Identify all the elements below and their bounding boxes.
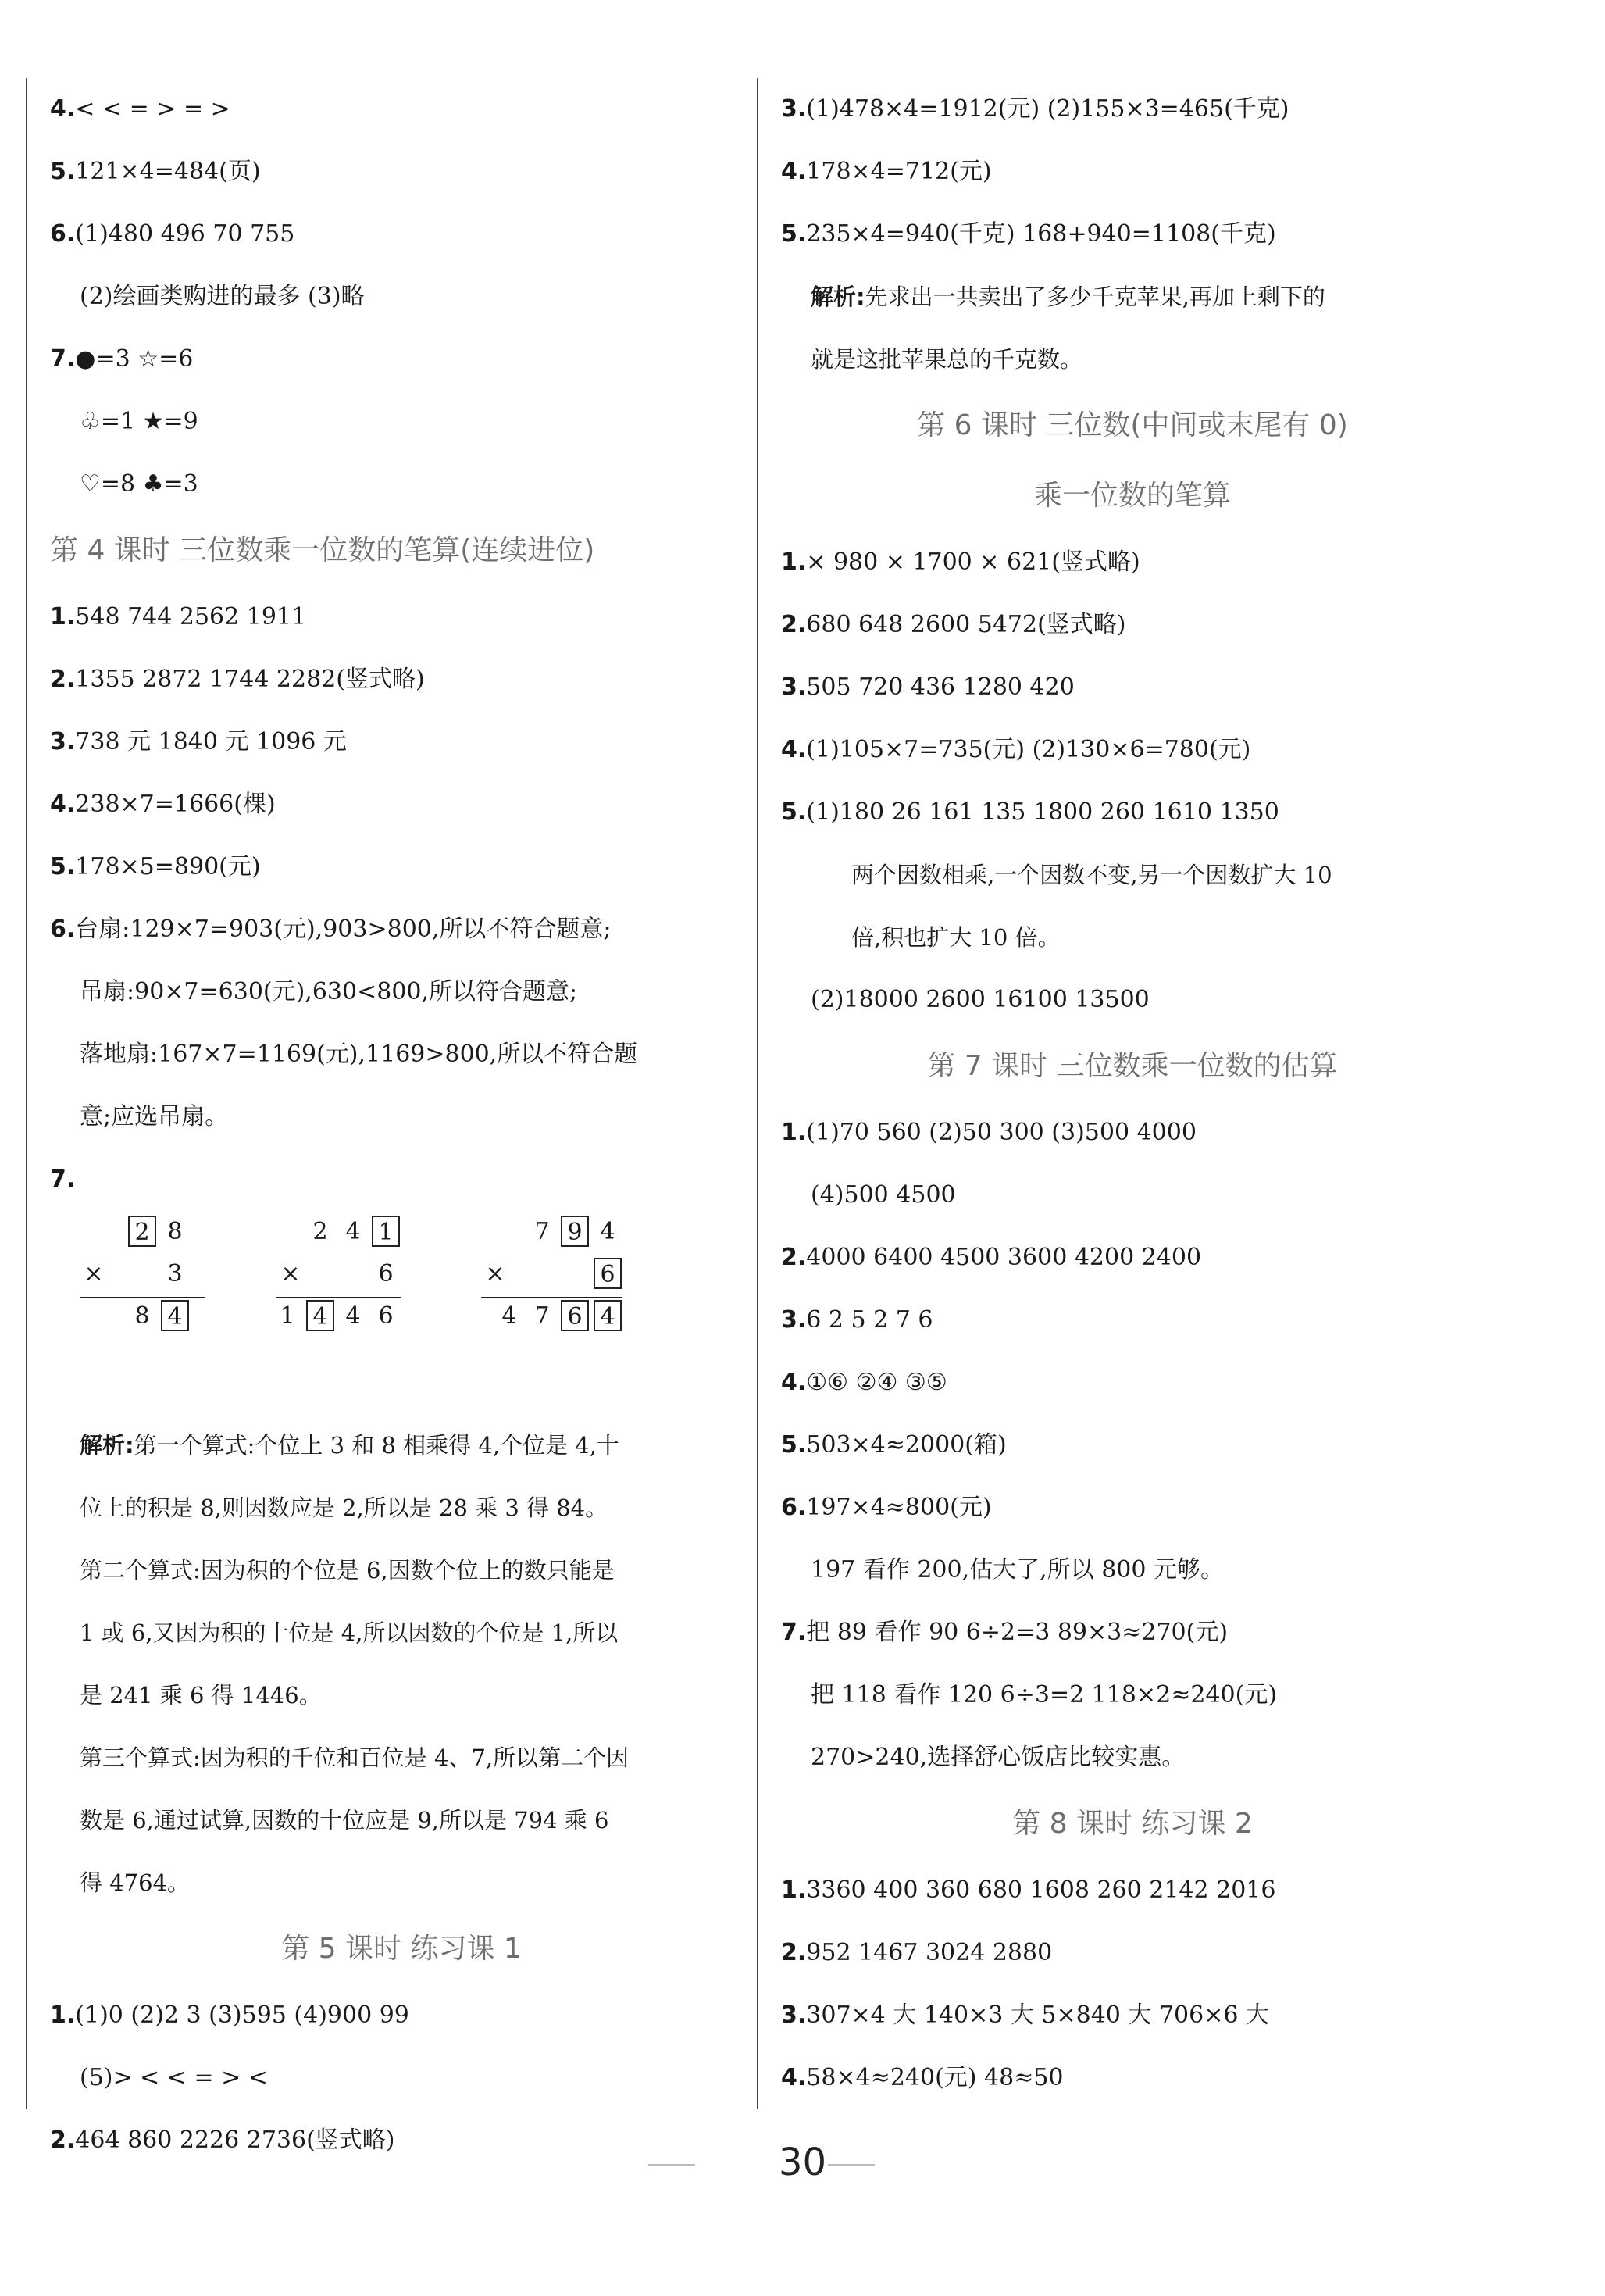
l8-answer-4: 4.58×4≈240(元) 48≈50	[781, 2064, 1064, 2091]
l7-answer-2: 2.4000 6400 4500 3600 4200 2400	[781, 1244, 1202, 1271]
answer-6: 6.(1)480 496 70 755	[50, 220, 295, 248]
l5-answer-1-part5: (5)> < < = > <	[80, 2064, 268, 2091]
calc-3-digit: 4	[600, 1218, 615, 1245]
calc-2-digit: 4	[345, 1302, 361, 1330]
calc-2-digit: 6	[378, 1260, 394, 1287]
lesson-5-heading: 第 5 课时 练习课 1	[281, 1933, 522, 1965]
calc-1-box: 2	[128, 1216, 156, 1247]
calc-2	[276, 1211, 401, 1337]
l7-answer-7: 7.把 89 看作 90 6÷2=3 89×3≈270(元)	[781, 1619, 1229, 1646]
l8-answer-3: 3.307×4 大 140×3 大 5×840 大 706×6 大	[781, 2001, 1269, 2029]
calc-3-multiplicand	[481, 1211, 622, 1253]
page-number-rule-right	[828, 2164, 875, 2166]
calc-3-multiplier	[481, 1253, 622, 1295]
calc-1-product	[80, 1295, 205, 1337]
l5-answer-2: 2.464 860 2226 2736(竖式略)	[50, 2126, 395, 2154]
l7-answer-7-line2: 把 118 看作 120 6÷3=2 118×2≈240(元)	[811, 1681, 1278, 1709]
calc-3-digit: 7	[534, 1302, 550, 1330]
r-answer-5-explanation: 解析:先求出一共卖出了多少千克苹果,再加上剩下的	[811, 284, 1325, 310]
l7-answer-1: 1.(1)70 560 (2)50 300 (3)500 4000	[781, 1119, 1197, 1146]
l8-answer-1: 1.3360 400 360 680 1608 260 2142 2016	[781, 1876, 1276, 1904]
lesson-6-heading-2: 乘一位数的笔算	[1033, 480, 1231, 512]
calc-1-digit: 3	[167, 1260, 183, 1287]
calc-2-box: 4	[306, 1300, 334, 1331]
l6-answer-5-part2: (2)18000 2600 16100 13500	[811, 986, 1150, 1013]
calc-1	[80, 1211, 205, 1337]
calc-1-multiplicand	[80, 1211, 205, 1253]
right-column	[781, 78, 1484, 2109]
l8-answer-2: 2.952 1467 3024 2880	[781, 1939, 1053, 1966]
explanation-line-6: 第三个算式:因为积的千位和百位是 4、7,所以第二个因	[80, 1744, 630, 1771]
lesson-6-heading: 第 6 课时 三位数(中间或末尾有 0)	[917, 409, 1348, 441]
answer-4: 4.< < = > = >	[50, 95, 230, 123]
times-sign: ×	[280, 1260, 301, 1287]
r-answer-3: 3.(1)478×4=1912(元) (2)155×3=465(千克)	[781, 95, 1289, 123]
calc-3	[481, 1211, 622, 1337]
r-answer-4: 4.178×4=712(元)	[781, 158, 992, 185]
answer-7-line2: ♧=1 ★=9	[80, 408, 198, 435]
l4-answer-2: 2.1355 2872 1744 2282(竖式略)	[50, 666, 425, 693]
l7-answer-5: 5.503×4≈2000(箱)	[781, 1431, 1007, 1459]
calc-2-digit: 4	[345, 1218, 361, 1245]
l4-answer-5: 5.178×5=890(元)	[50, 853, 261, 880]
l4-answer-4: 4.238×7=1666(棵)	[50, 791, 276, 818]
explanation-line-4: 1 或 6,又因为积的十位是 4,所以因数的个位是 1,所以	[80, 1619, 619, 1646]
vertical-calculations	[50, 1211, 753, 1414]
l4-answer-6-line2: 吊扇:90×7=630(元),630<800,所以符合题意;	[80, 978, 578, 1005]
l6-answer-5-rule-2: 倍,积也扩大 10 倍。	[851, 924, 1061, 951]
left-margin-rule	[26, 78, 27, 2109]
l7-answer-1-part4: (4)500 4500	[811, 1181, 956, 1209]
answer-5: 5.121×4=484(页)	[50, 158, 261, 185]
calc-3-digit: 7	[534, 1218, 550, 1245]
calc-3-box: 4	[594, 1300, 622, 1331]
l7-answer-6-note: 197 看作 200,估大了,所以 800 元够。	[811, 1556, 1224, 1584]
calc-3-box: 6	[561, 1300, 589, 1331]
answer-6-part2: (2)绘画类购进的最多 (3)略	[80, 283, 365, 310]
calc-2-product	[276, 1295, 401, 1337]
calc-2-box: 1	[372, 1216, 400, 1247]
l4-answer-6-line3: 落地扇:167×7=1169(元),1169>800,所以不符合题	[80, 1041, 638, 1068]
l7-answer-4: 4.①⑥ ②④ ③⑤	[781, 1369, 947, 1396]
calc-2-digit: 1	[280, 1302, 295, 1330]
l4-answer-3: 3.738 元 1840 元 1096 元	[50, 728, 347, 755]
page-number: 30	[778, 2141, 827, 2184]
l6-answer-1: 1.× 980 × 1700 × 621(竖式略)	[781, 548, 1140, 576]
calc-2-digit: 2	[312, 1218, 328, 1245]
l4-answer-1: 1.548 744 2562 1911	[50, 603, 307, 630]
lesson-4-heading: 第 4 课时 三位数乘一位数的笔算(连续进位)	[50, 534, 595, 566]
l4-explanation	[50, 1414, 753, 1914]
calc-1-digit: 8	[167, 1218, 183, 1245]
calc-3-box: 6	[594, 1258, 622, 1289]
r-answer-5-explanation-2: 就是这批苹果总的千克数。	[811, 346, 1083, 373]
l6-answer-5: 5.(1)180 26 161 135 1800 260 1610 1350	[781, 798, 1279, 826]
calc-3-product	[481, 1295, 622, 1337]
lesson-8-heading: 第 8 课时 练习课 2	[1012, 1808, 1253, 1840]
explanation-line-1: 解析:第一个算式:个位上 3 和 8 相乘得 4,个位是 4,十	[80, 1432, 619, 1459]
l7-answer-6: 6.197×4≈800(元)	[781, 1494, 992, 1521]
r-answer-5: 5.235×4=940(千克) 168+940=1108(千克)	[781, 220, 1276, 248]
left-column	[50, 78, 753, 2172]
explanation-line-8: 得 4764。	[80, 1869, 191, 1896]
l6-answer-3: 3.505 720 436 1280 420	[781, 673, 1075, 701]
l7-answer-7-line3: 270>240,选择舒心饭店比较实惠。	[811, 1744, 1186, 1771]
answer-7: 7.●=3 ☆=6	[50, 345, 194, 373]
lesson-7-heading: 第 7 课时 三位数乘一位数的估算	[927, 1050, 1338, 1082]
calc-3-digit: 4	[501, 1302, 517, 1330]
calc-3-box: 9	[561, 1216, 589, 1247]
l4-answer-7-label: 7.	[50, 1166, 76, 1193]
calc-1-multiplier	[80, 1253, 205, 1295]
l4-answer-6-line4: 意;应选吊扇。	[80, 1103, 229, 1130]
calc-2-multiplier	[276, 1253, 401, 1295]
l6-answer-2: 2.680 648 2600 5472(竖式略)	[781, 611, 1126, 638]
l5-answer-1: 1.(1)0 (2)2 3 (3)595 (4)900 99	[50, 2001, 409, 2029]
explanation-line-7: 数是 6,通过试算,因数的十位应是 9,所以是 794 乘 6	[80, 1807, 609, 1834]
answer-7-line3: ♡=8 ♣=3	[80, 470, 198, 498]
calc-1-digit: 8	[134, 1302, 150, 1330]
l6-answer-5-rule: 两个因数相乘,一个因数不变,另一个因数扩大 10	[851, 862, 1332, 888]
calc-2-digit: 6	[378, 1302, 394, 1330]
lesson-4-answers	[50, 586, 753, 1211]
column-divider	[757, 78, 758, 2109]
calc-2-multiplicand	[276, 1211, 401, 1253]
l7-answer-3: 3.6 2 5 2 7 6	[781, 1306, 933, 1334]
calc-1-box: 4	[161, 1300, 189, 1331]
l6-answer-4: 4.(1)105×7=735(元) (2)130×6=780(元)	[781, 736, 1251, 763]
l4-answer-6: 6.台扇:129×7=903(元),903>800,所以不符合题意;	[50, 916, 612, 943]
explanation-line-3: 第二个算式:因为积的个位是 6,因数个位上的数只能是	[80, 1557, 615, 1584]
explanation-line-2: 位上的积是 8,则因数应是 2,所以是 28 乘 3 得 84。	[80, 1494, 608, 1521]
times-sign: ×	[485, 1260, 505, 1287]
explanation-line-5: 是 241 乘 6 得 1446。	[80, 1682, 322, 1709]
times-sign: ×	[84, 1260, 104, 1287]
